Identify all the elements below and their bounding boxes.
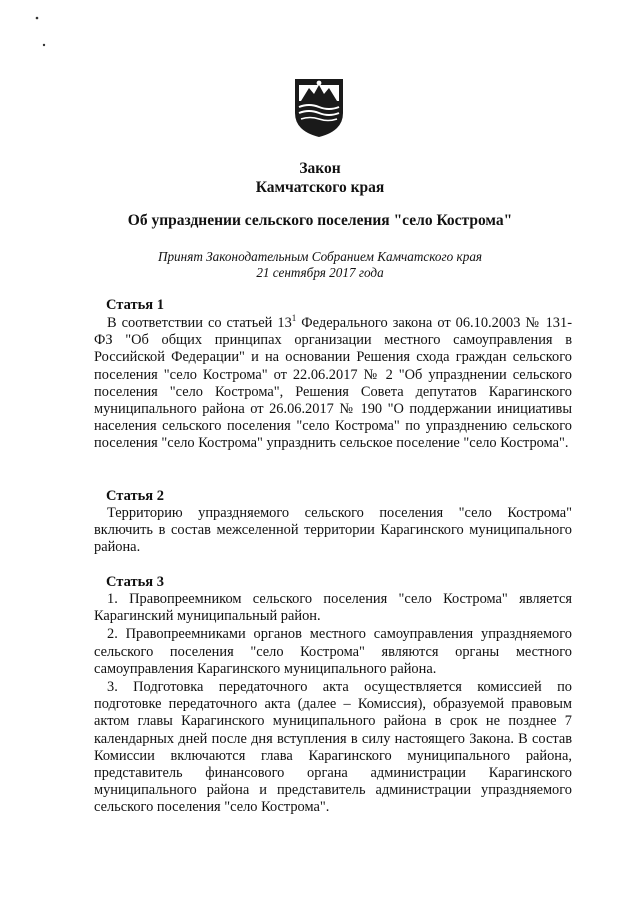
article-1-body [94, 315, 572, 453]
article-1-heading: Статья 1 [106, 297, 164, 313]
kamchatka-coat-of-arms-icon [293, 77, 345, 139]
law-title: Об упразднении сельского поселения "село Кострома" [127, 212, 513, 229]
scan-speck [36, 17, 39, 20]
scan-specks [0, 0, 640, 60]
article-1-paragraph: В соответствии со статьей $13^1$ Федерального закона от 06.10.2003 № 131-ФЗ "Об общих принципах организации местного самоуправления в Российской Федерации" и на основании Решения схода граждан сельского поселения "село Кострома" от 22.06.2017 № 2 "Об упразднении сельского поселения "село Кострома", Решения Совета депутатов Карагинского муниципального района от 26.06.2017 № 190 "О поддержании инициативы населения сельского поселения "село Кострома" по упразднению сельского поселения "село Кострома" упразднить сельское поселение "село Кострома". [94, 313, 572, 452]
adopted-date: 21 сентября 2017 года [256, 265, 384, 280]
scan-speck [43, 44, 45, 46]
article-2-paragraph: Территорию упраздняемого сельского поселения "село Кострома" включить в состав межселенной территории Карагинского муниципального района. [94, 505, 572, 556]
article-3-paragraph-1: 1. Правопреемником сельского поселения "село Кострома" является Карагинский муниципальный район. [94, 591, 572, 625]
article-3-heading: Статья 3 [106, 574, 164, 590]
adopted-by: Принят Законодательным Собранием Камчатского края [157, 249, 483, 264]
law-heading: Закон [299, 160, 341, 177]
article-3-body [94, 591, 572, 817]
article-2-heading: Статья 2 [106, 488, 164, 504]
article-2-body [94, 505, 572, 557]
article-3-paragraph-2: 2. Правопреемниками органов местного самоуправления упраздняемого сельского поселения "село Кострома" являются органы местного самоуправления Карагинского муниципального района. [94, 626, 572, 677]
article-3-paragraph-3: 3. Подготовка передаточного акта осуществляется комиссией по подготовке передаточного акта (далее – Комиссия), образуемой правовым актом главы Карагинского муниципального района в срок не позднее 7 календарных дней после дня вступления в силу настоящего Закона. В состав Комиссии включаются глава Карагинского муниципального района, представитель финансового органа администрации Карагинского муниципального района и представитель администрации упраздняемого сельского поселения "село Кострома". [94, 679, 572, 816]
law-region: Камчатского края [255, 179, 385, 196]
